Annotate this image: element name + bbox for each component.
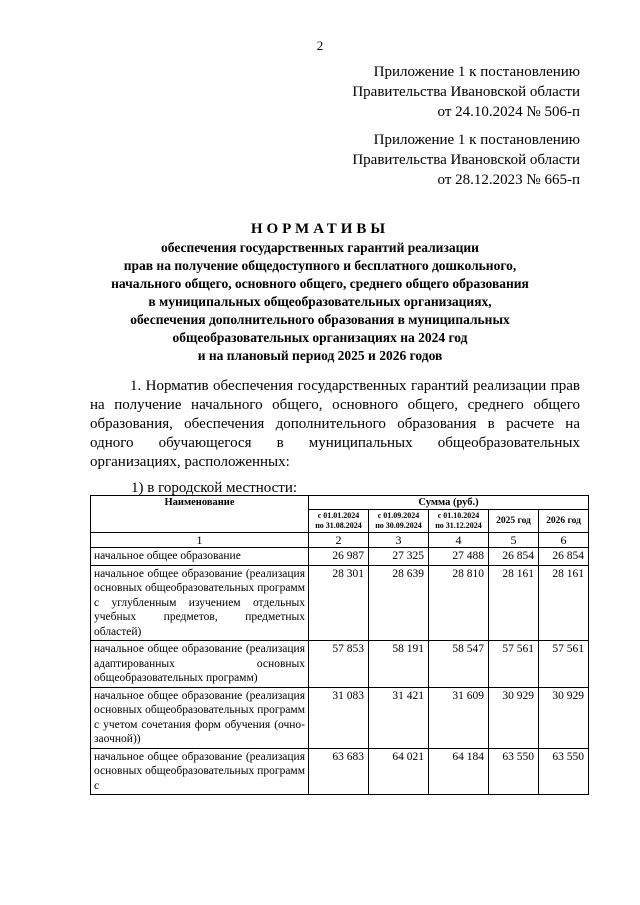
row-value: 57 561: [489, 641, 539, 688]
period-start: с 01.09.2024: [377, 511, 420, 520]
header-year-2026: 2026 год: [539, 510, 589, 533]
row-value: 63 683: [309, 748, 369, 795]
row-name: начальное общее образование (реализация адаптированных основных общеобразовательных программ): [91, 641, 309, 688]
header-name: Наименование: [91, 496, 309, 533]
table-row: [91, 748, 589, 795]
row-value: 63 550: [489, 748, 539, 795]
row-value: 28 301: [309, 565, 369, 641]
header-period: [369, 510, 429, 533]
table-header-row: [91, 496, 589, 510]
title-line: прав на получение общедоступного и бесплатного дошкольного,: [123, 258, 517, 273]
column-number: 6: [539, 533, 589, 548]
header-period: [429, 510, 489, 533]
header-period: [309, 510, 369, 533]
row-value: 58 547: [429, 641, 489, 688]
row-value: 26 854: [539, 548, 589, 566]
row-value: 28 810: [429, 565, 489, 641]
row-value: 28 161: [489, 565, 539, 641]
row-value: 30 929: [489, 687, 539, 748]
appendix-reference-current: [352, 62, 580, 122]
period-end: по 31.12.2024: [435, 521, 482, 530]
appendix-line: Правительства Ивановской области: [352, 152, 580, 168]
title-line: обеспечения дополнительного образования в муниципальных: [130, 312, 510, 327]
period-end: по 30.09.2024: [375, 521, 422, 530]
period-start: с 01.01.2024: [317, 511, 360, 520]
column-number: 5: [489, 533, 539, 548]
row-value: 31 421: [369, 687, 429, 748]
row-name: начальное общее образование (реализация основных общеобразовательных программ с: [91, 748, 309, 795]
row-value: 64 184: [429, 748, 489, 795]
table-row: [91, 641, 589, 688]
period-end: по 31.08.2024: [315, 521, 362, 530]
table-row: [91, 565, 589, 641]
table-row: [91, 687, 589, 748]
row-name: начальное общее образование: [91, 548, 309, 566]
column-number-row: [91, 533, 589, 548]
header-sum: Сумма (руб.): [309, 496, 589, 510]
row-value: 31 083: [309, 687, 369, 748]
table-row: [91, 548, 589, 566]
row-value: 30 929: [539, 687, 589, 748]
document-title: [60, 219, 580, 365]
title-line: обеспечения государственных гарантий реализации: [161, 240, 479, 255]
page-number: 2: [316, 38, 324, 53]
column-number: 1: [91, 533, 309, 548]
row-value: 28 161: [539, 565, 589, 641]
row-name: начальное общее образование (реализация основных общеобразовательных программ с учетом сочетания форм обучения (очно-заочной)): [91, 687, 309, 748]
row-name: начальное общее образование (реализация основных общеобразовательных программ с углубленным изучением отдельных учебных предметов, предметных областей): [91, 565, 309, 641]
column-number: 3: [369, 533, 429, 548]
row-value: 64 021: [369, 748, 429, 795]
row-value: 58 191: [369, 641, 429, 688]
row-value: 57 561: [539, 641, 589, 688]
row-value: 26 987: [309, 548, 369, 566]
row-value: 26 854: [489, 548, 539, 566]
title-main: НОРМАТИВЫ: [250, 221, 390, 237]
row-value: 27 488: [429, 548, 489, 566]
column-number: 4: [429, 533, 489, 548]
header-year-2025: 2025 год: [489, 510, 539, 533]
row-value: 57 853: [309, 641, 369, 688]
appendix-line: от 28.12.2023 № 665-п: [437, 172, 580, 188]
appendix-line: от 24.10.2024 № 506-п: [437, 104, 580, 120]
appendix-line: Правительства Ивановской области: [352, 84, 580, 100]
appendix-reference-previous: [352, 130, 580, 190]
title-line: и на плановый период 2025 и 2026 годов: [197, 348, 443, 363]
appendix-line: Приложение 1 к постановлению: [373, 64, 580, 80]
subsection-urban: 1) в городской местности:: [131, 480, 298, 496]
row-value: 28 639: [369, 565, 429, 641]
title-line: начального общего, основного общего, среднего общего образования: [111, 276, 529, 291]
appendix-line: Приложение 1 к постановлению: [373, 132, 580, 148]
row-value: 27 325: [369, 548, 429, 566]
row-value: 31 609: [429, 687, 489, 748]
norms-table: [90, 495, 589, 795]
row-value: 63 550: [539, 748, 589, 795]
period-start: с 01.10.2024: [437, 511, 480, 520]
title-line: общеобразовательных организациях на 2024 год: [172, 330, 468, 345]
title-line: в муниципальных общеобразовательных организациях,: [148, 294, 492, 309]
column-number: 2: [309, 533, 369, 548]
paragraph-1: 1. Норматив обеспечения государственных гарантий реализации прав на получение начального общего, основного общего, среднего общего образования, обеспечения дополнительного образования в расчете на одного обучающегося в муниципальных общеобразовательных организациях, расположенных:: [90, 378, 580, 470]
